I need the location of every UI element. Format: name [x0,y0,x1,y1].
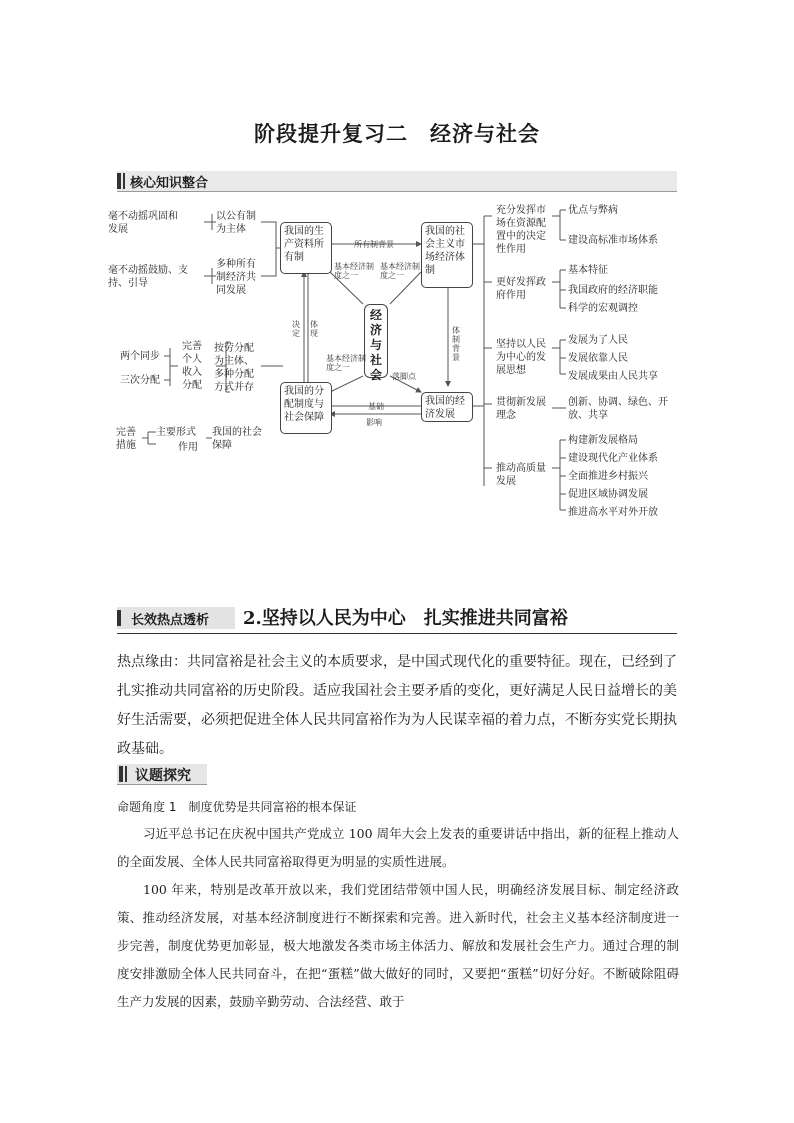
edge-label-base: 基础 [368,402,384,411]
security-bottom: 作用 [178,442,198,453]
right-group-label-5: 推动高质量发展 [496,463,546,487]
section-tag-label: 长效热点透析 [131,613,210,628]
security-outer: 完善措施 [116,427,136,451]
section-marker [117,173,121,189]
right-item: 构建新发展格局 [568,435,638,446]
section-marker [117,610,121,626]
right-item: 发展成果由人民共享 [568,371,658,382]
edge-label-diag4: 落脚点 [392,372,416,381]
edge-label-reflect: 体现 [310,320,318,338]
knowledge-diagram [108,196,688,526]
security-top: 主要形式 [156,427,196,438]
right-item: 建设现代化产业体系 [568,453,658,464]
right-item: 基本特征 [568,265,608,276]
dist-left-2: 三次分配 [120,375,160,386]
section-header-issue [117,764,677,786]
right-item: 发展依靠人民 [568,353,628,364]
right-item: 科学的宏观调控 [568,303,638,314]
section-heading: 2.坚持以人民为中心 扎实推进共同富裕 [243,608,568,629]
right-item: 推进高水平对外开放 [568,507,658,518]
section-header-core-knowledge [117,171,677,192]
right-item: 促进区域协调发展 [568,489,648,500]
dist-left-1: 两个同步 [120,351,160,362]
section-label: 核心知识整合 [130,176,209,191]
edge-label-diag2: 基本经济制度之一 [380,262,420,280]
left-inner-2: 多种所有制经济共同发展 [216,259,256,296]
left-outer-2: 毫不动摇鼓励、支持、引导 [108,265,188,289]
left-outer-1: 毫不动摇巩固和发展 [108,211,178,235]
right-item: 我国政府的经济职能 [568,285,658,296]
edge-label-diag1: 基本经济制度之一 [334,262,374,280]
section-header-hot-topic [117,603,677,634]
box-development: 我国的经济发展 [421,392,473,422]
right-group-label-3: 坚持以人民为中心的发展思想 [496,339,546,376]
page-title: 阶段提升复习二 经济与社会 [254,122,540,146]
box-ownership: 我国的生产资料所有制 [280,222,332,274]
paragraph-1: 习近平总书记在庆祝中国共产党成立 100 周年大会上发表的重要讲话中指出，新的征程上推动人的全面发展、全体人民共同富裕取得更为明显的实质性进展。 [117,826,679,869]
security-inner: 我国的社会保障 [212,427,262,451]
paragraph-2: 100 年来，特别是改革开放以来，我们党团结带领中国人民，明确经济发展目标、制定经济政策、推动经济发展，对基本经济制度进行不断探索和完善。进入新时代，社会主义基本经济制度进一步完善，制度优势更加彰显，极大地激发各类市场主体活力、解放和发展社会生产力。通过合理的制度安排激励全体人民共同奋斗，在把“蛋糕”做大做好的同时，又要把“蛋糕”切好分好。不断破除阻碍生产力发展的因素，鼓励辛勤劳动、合法经营、敢于 [117,882,679,1009]
section-marker [119,766,123,782]
hot-topic-intro: 热点缘由：共同富裕是社会主义的本质要求，是中国式现代化的重要特征。现在，已经到了扎实推动共同富裕的历史阶段。适应我国社会主要矛盾的变化，更好满足人民日益增长的美好生活需要，必须把促进全体人民共同富裕作为为人民谋幸福的着力点，不断夯实党长期执政基础。 [117,654,677,757]
section-tag [117,607,235,629]
right-item: 建设高标准市场体系 [568,235,658,246]
edge-label-effect: 影响 [366,418,382,427]
left-inner-1: 以公有制为主体 [216,211,256,235]
section-label: 议题探究 [135,768,191,784]
right-item: 全面推进乡村振兴 [568,471,648,482]
right-item: 优点与弊病 [568,205,618,216]
right-item: 发展为了人民 [568,335,628,346]
right-group-label-4: 贯彻新发展理念 [496,397,546,421]
box-distribution: 我国的分配制度与社会保障 [280,382,332,434]
dist-mid: 完善个人收入分配 [182,341,202,391]
proposition-angle: 命题角度 1 制度优势是共同富裕的根本保证 [117,800,357,814]
edge-label-decide: 决定 [292,320,300,338]
section-marker [123,173,125,189]
edge-label-top: 所有制背景 [354,240,394,249]
right-group-label-2: 更好发挥政府作用 [496,277,546,301]
right-group-label-1: 充分发挥市场在资源配置中的决定性作用 [496,205,546,255]
box-market: 我国的社会主义市场经济体制 [421,222,473,288]
section-marker [125,766,127,782]
dist-inner: 按劳分配为主体、多种分配方式并存 [214,343,254,393]
right-item: 创新、协调、绿色、开放、共享 [568,397,668,421]
edge-label-system: 体制背景 [452,326,460,362]
center-topic: 经济与社会 [364,304,388,378]
edge-label-diag3: 基本经济制度之一 [326,354,366,372]
